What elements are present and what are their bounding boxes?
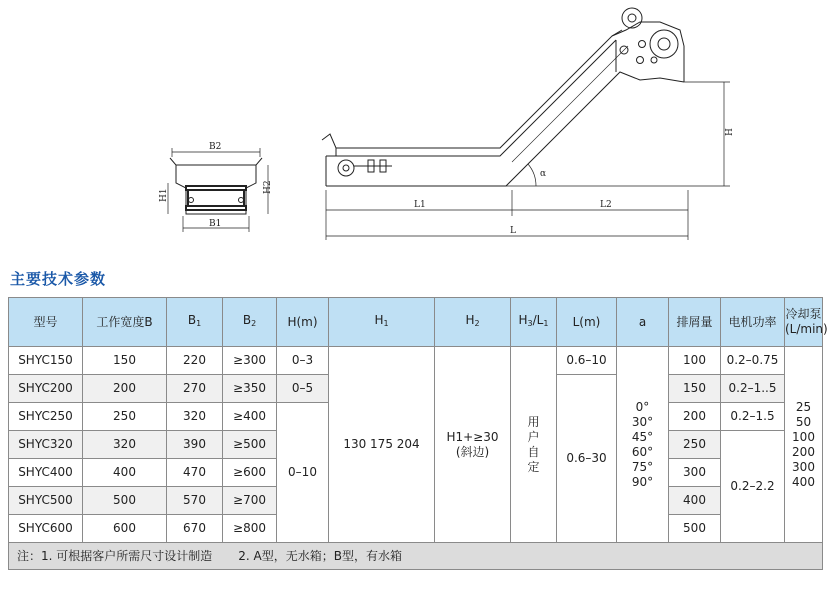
label-l: L <box>510 226 516 236</box>
cell-h1: 130 175 204 <box>329 347 435 543</box>
note-part-2: 2. A型，无水箱；B型，有水箱 <box>238 548 402 563</box>
cell-model: SHYC600 <box>9 515 83 543</box>
header-l: L(m) <box>557 298 617 347</box>
cell-b1: 270 <box>167 375 223 403</box>
cell-power: 0.2–1..5 <box>721 375 785 403</box>
cell-h2: H1+≥30 (斜边) <box>435 347 511 543</box>
label-l1: L1 <box>414 200 426 210</box>
cell-l: 0.6–10 <box>557 347 617 375</box>
cell-width: 200 <box>83 375 167 403</box>
cell-b2: ≥350 <box>223 375 277 403</box>
cell-chip: 300 <box>669 459 721 487</box>
cell-h: 0–5 <box>277 375 329 403</box>
header-h: H(m) <box>277 298 329 347</box>
cell-power: 0.2–1.5 <box>721 403 785 431</box>
header-b1: $B_1$ <box>167 298 223 347</box>
cell-chip: 250 <box>669 431 721 459</box>
header-angle: a <box>617 298 669 347</box>
cell-width: 500 <box>83 487 167 515</box>
header-row <box>9 298 823 347</box>
header-model: 型号 <box>9 298 83 347</box>
cell-b2: ≥600 <box>223 459 277 487</box>
cell-b2: ≥800 <box>223 515 277 543</box>
cell-model: SHYC500 <box>9 487 83 515</box>
cell-chip: 100 <box>669 347 721 375</box>
header-h1: $H_1$ <box>329 298 435 347</box>
cell-model: SHYC150 <box>9 347 83 375</box>
cell-angle: 0° 30° 45° 60° 75° 90° <box>617 347 669 543</box>
label-h1: H1 <box>159 188 169 202</box>
header-h2: $H_2$ <box>435 298 511 347</box>
header-chip: 排屑量 <box>669 298 721 347</box>
table-row <box>9 347 823 375</box>
label-h: H <box>725 128 735 136</box>
cell-b1: 570 <box>167 487 223 515</box>
cell-model: SHYC250 <box>9 403 83 431</box>
cell-model: SHYC400 <box>9 459 83 487</box>
cell-h: 0–3 <box>277 347 329 375</box>
cell-width: 320 <box>83 431 167 459</box>
cell-chip: 150 <box>669 375 721 403</box>
cell-h3-l1: 用 户 自 定 <box>511 347 557 543</box>
cell-b1: 320 <box>167 403 223 431</box>
cell-b1: 220 <box>167 347 223 375</box>
cell-chip: 400 <box>669 487 721 515</box>
section-title: 主要技术参数 <box>10 270 107 288</box>
cell-b1: 390 <box>167 431 223 459</box>
header-pump: 冷却泵 (L/min) <box>785 298 823 347</box>
cell-model: SHYC320 <box>9 431 83 459</box>
label-angle: α <box>540 169 547 179</box>
cell-chip: 200 <box>669 403 721 431</box>
cell-l: 0.6–30 <box>557 375 617 543</box>
label-h2: H2 <box>263 180 273 194</box>
header-power: 电机功率 <box>721 298 785 347</box>
header-width: 工作宽度B <box>83 298 167 347</box>
conveyor-drawing <box>0 0 840 260</box>
label-b1: B1 <box>209 219 222 229</box>
label-l2: L2 <box>600 200 612 210</box>
cell-power: 0.2–0.75 <box>721 347 785 375</box>
side-view <box>322 8 730 240</box>
note-row <box>9 543 823 570</box>
cell-model: SHYC200 <box>9 375 83 403</box>
cell-power: 0.2–2.2 <box>721 431 785 543</box>
cell-width: 400 <box>83 459 167 487</box>
header-h3-l1: $H_3/L_1$ <box>511 298 557 347</box>
cell-b2: ≥500 <box>223 431 277 459</box>
header-b2: $B_2$ <box>223 298 277 347</box>
cell-width: 250 <box>83 403 167 431</box>
cell-b1: 470 <box>167 459 223 487</box>
cell-width: 600 <box>83 515 167 543</box>
cell-b2: ≥700 <box>223 487 277 515</box>
note-cell <box>9 543 823 570</box>
cell-b2: ≥400 <box>223 403 277 431</box>
label-b2: B2 <box>209 142 222 152</box>
cell-chip: 500 <box>669 515 721 543</box>
spec-table <box>8 297 828 570</box>
note-part-1: 注：1. 可根据客户所需尺寸设计制造 <box>17 548 213 563</box>
cell-b1: 670 <box>167 515 223 543</box>
cell-pump: 25 50 100 200 300 400 <box>785 347 823 543</box>
cell-b2: ≥300 <box>223 347 277 375</box>
cell-h: 0–10 <box>277 403 329 543</box>
cell-width: 150 <box>83 347 167 375</box>
